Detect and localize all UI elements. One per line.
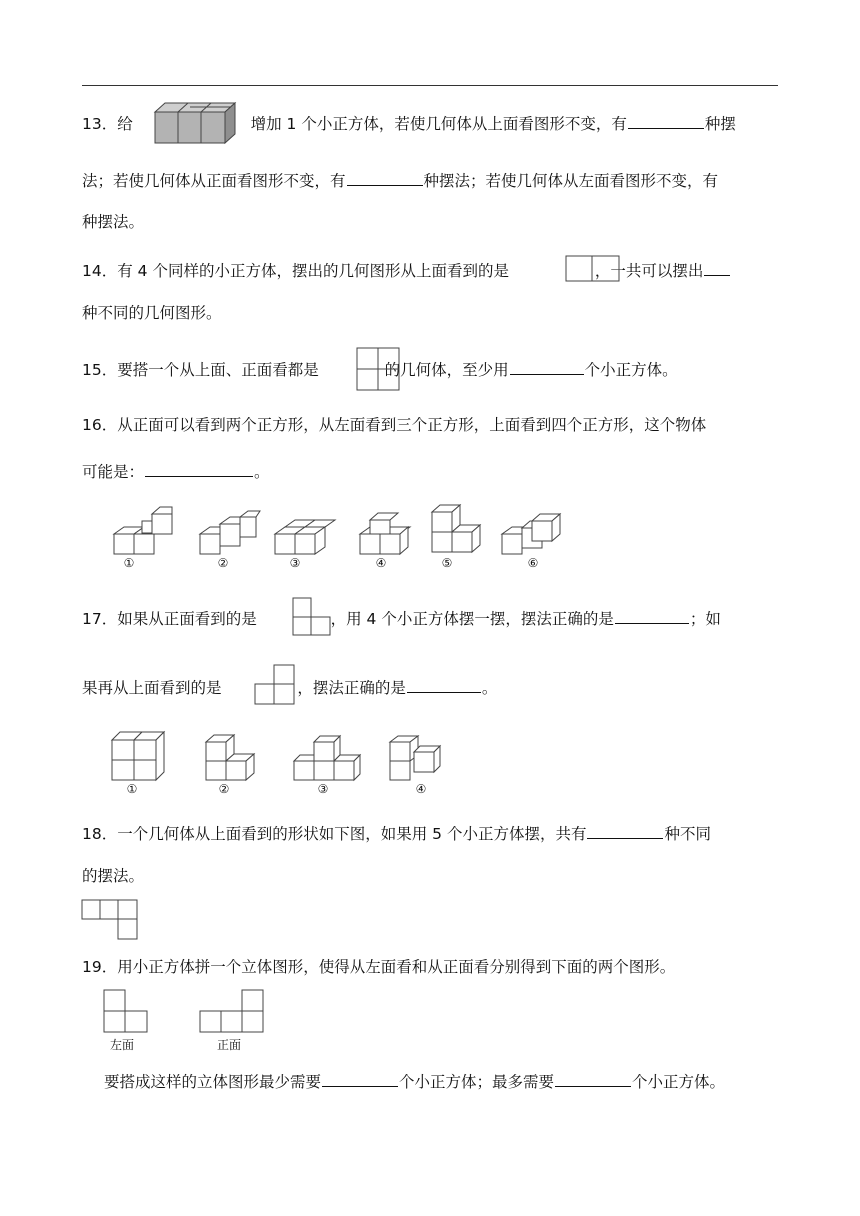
q13-text-c: 种摆 [704,115,736,133]
q16-option-3-shape [275,520,335,554]
q18-top-view-figure [81,899,139,941]
q17-text-b: ，用 4 个小正方体摆一摆，摆法正确的是 [330,610,614,628]
q18-text-c: 的摆法。 [82,867,145,885]
q17-option-2-label: ② [218,782,230,796]
q18-line2 [82,866,144,886]
q16-text-c: 。 [254,463,270,481]
q15-blank[interactable] [510,358,584,375]
q13-line2 [82,169,718,191]
q16-option-5-label: ⑤ [441,556,453,570]
q19-line2 [104,1070,725,1092]
q16-option-6-label: ⑥ [527,556,539,570]
q17-option-1-shape [112,732,164,780]
q16-option-3-label: ③ [289,556,301,570]
q16-option-5-shape [432,505,480,552]
q13-text-b: 增加 1 个小正方体，若使几何体从上面看图形不变，有 [250,115,627,133]
q13-line3 [82,212,144,232]
q17-option-3-shape [294,736,360,780]
q16-option-1-shape [114,507,172,554]
q17-option-4-shape [390,736,440,780]
q17-options-figure [108,726,448,784]
q19-text-d: 个小正方体。 [632,1073,726,1091]
q18-text-b: 种不同 [664,825,711,843]
q16-options-figure [112,500,582,558]
q19-text-a: 19．用小正方体拼一个立体图形，使得从左面看和从正面看分别得到下面的两个图形。 [82,958,676,976]
q17-line1 [82,607,721,629]
q18-text-a: 18．一个几何体从上面看到的形状如下图，如果用 5 个小正方体摆，共有 [82,825,587,843]
q13-text-f: 种摆法。 [82,213,145,231]
q17-text-d: 果再从上面看到的是 [82,679,222,697]
q17-text-a: 17．如果从正面看到的是 [82,610,257,628]
q15-grid-figure [356,347,400,391]
q17-front-view-figure [292,597,332,637]
q19-blank-max[interactable] [555,1070,631,1087]
q14-line1 [82,259,731,281]
q15-text-b: 的几何体，至少用 [384,361,509,379]
q16-option-6-shape [502,514,560,554]
q14-text-b: ，一共可以摆出 [594,262,704,280]
q17-option-3-label: ③ [317,782,329,796]
q16-option-1-label: ① [123,556,135,570]
q14-blank[interactable] [704,259,730,276]
q13-text-a: 13．给 [82,115,133,133]
q16-option-2-shape [200,511,260,554]
q16-option-4-shape [360,513,410,554]
q17-top-view-figure [254,664,296,706]
q19-text-c: 个小正方体；最多需要 [399,1073,555,1091]
q17-blank-1[interactable] [615,607,689,624]
q15-text-a: 15．要搭一个从上面、正面看都是 [82,361,319,379]
q19-left-label: 左面 [110,1038,135,1052]
q18-line1 [82,822,711,844]
q13-blank-top[interactable] [628,112,704,129]
q19-left-view-figure [103,989,149,1033]
q16-line1 [82,415,706,435]
q14-top-view-figure [565,255,621,283]
q19-front-label: 正面 [217,1038,242,1052]
q16-text-b: 可能是： [82,463,145,481]
q13-text-e: 种摆法；若使几何体从左面看图形不变，有 [423,172,719,190]
q14-text-a: 14．有 4 个同样的小正方体，摆出的几何图形从上面看到的是 [82,262,509,280]
q19-blank-min[interactable] [322,1070,398,1087]
q16-blank[interactable] [145,460,253,477]
q19-text-b: 要搭成这样的立体图形最少需要 [104,1073,322,1091]
q17-option-1-label: ① [126,782,138,796]
q17-blank-2[interactable] [407,676,481,693]
q17-text-f: 。 [481,679,498,697]
q13-blank-front[interactable] [347,169,423,186]
q16-line2 [82,460,270,482]
q16-option-2-label: ② [217,556,229,570]
q16-option-4-label: ④ [375,556,387,570]
q13-cube-figure [153,101,237,145]
q17-option-2-shape [206,735,254,780]
q17-text-c: ；如 [689,610,721,628]
q19-front-view-figure [199,989,265,1033]
q14-line2 [82,303,222,323]
q16-text-a: 16．从正面可以看到两个正方形，从左面看到三个正方形，上面看到四个正方形，这个物体 [82,416,707,434]
q14-text-c: 种不同的几何图形。 [82,304,222,322]
q13-text-d: 法；若使几何体从正面看图形不变，有 [82,172,346,190]
q18-blank[interactable] [587,822,663,839]
q17-text-e: ，摆法正确的是 [297,679,406,697]
header-rule [82,85,778,86]
q17-option-4-label: ④ [415,782,427,796]
q15-text-c: 个小正方体。 [584,361,678,379]
q19-line1 [82,957,675,977]
